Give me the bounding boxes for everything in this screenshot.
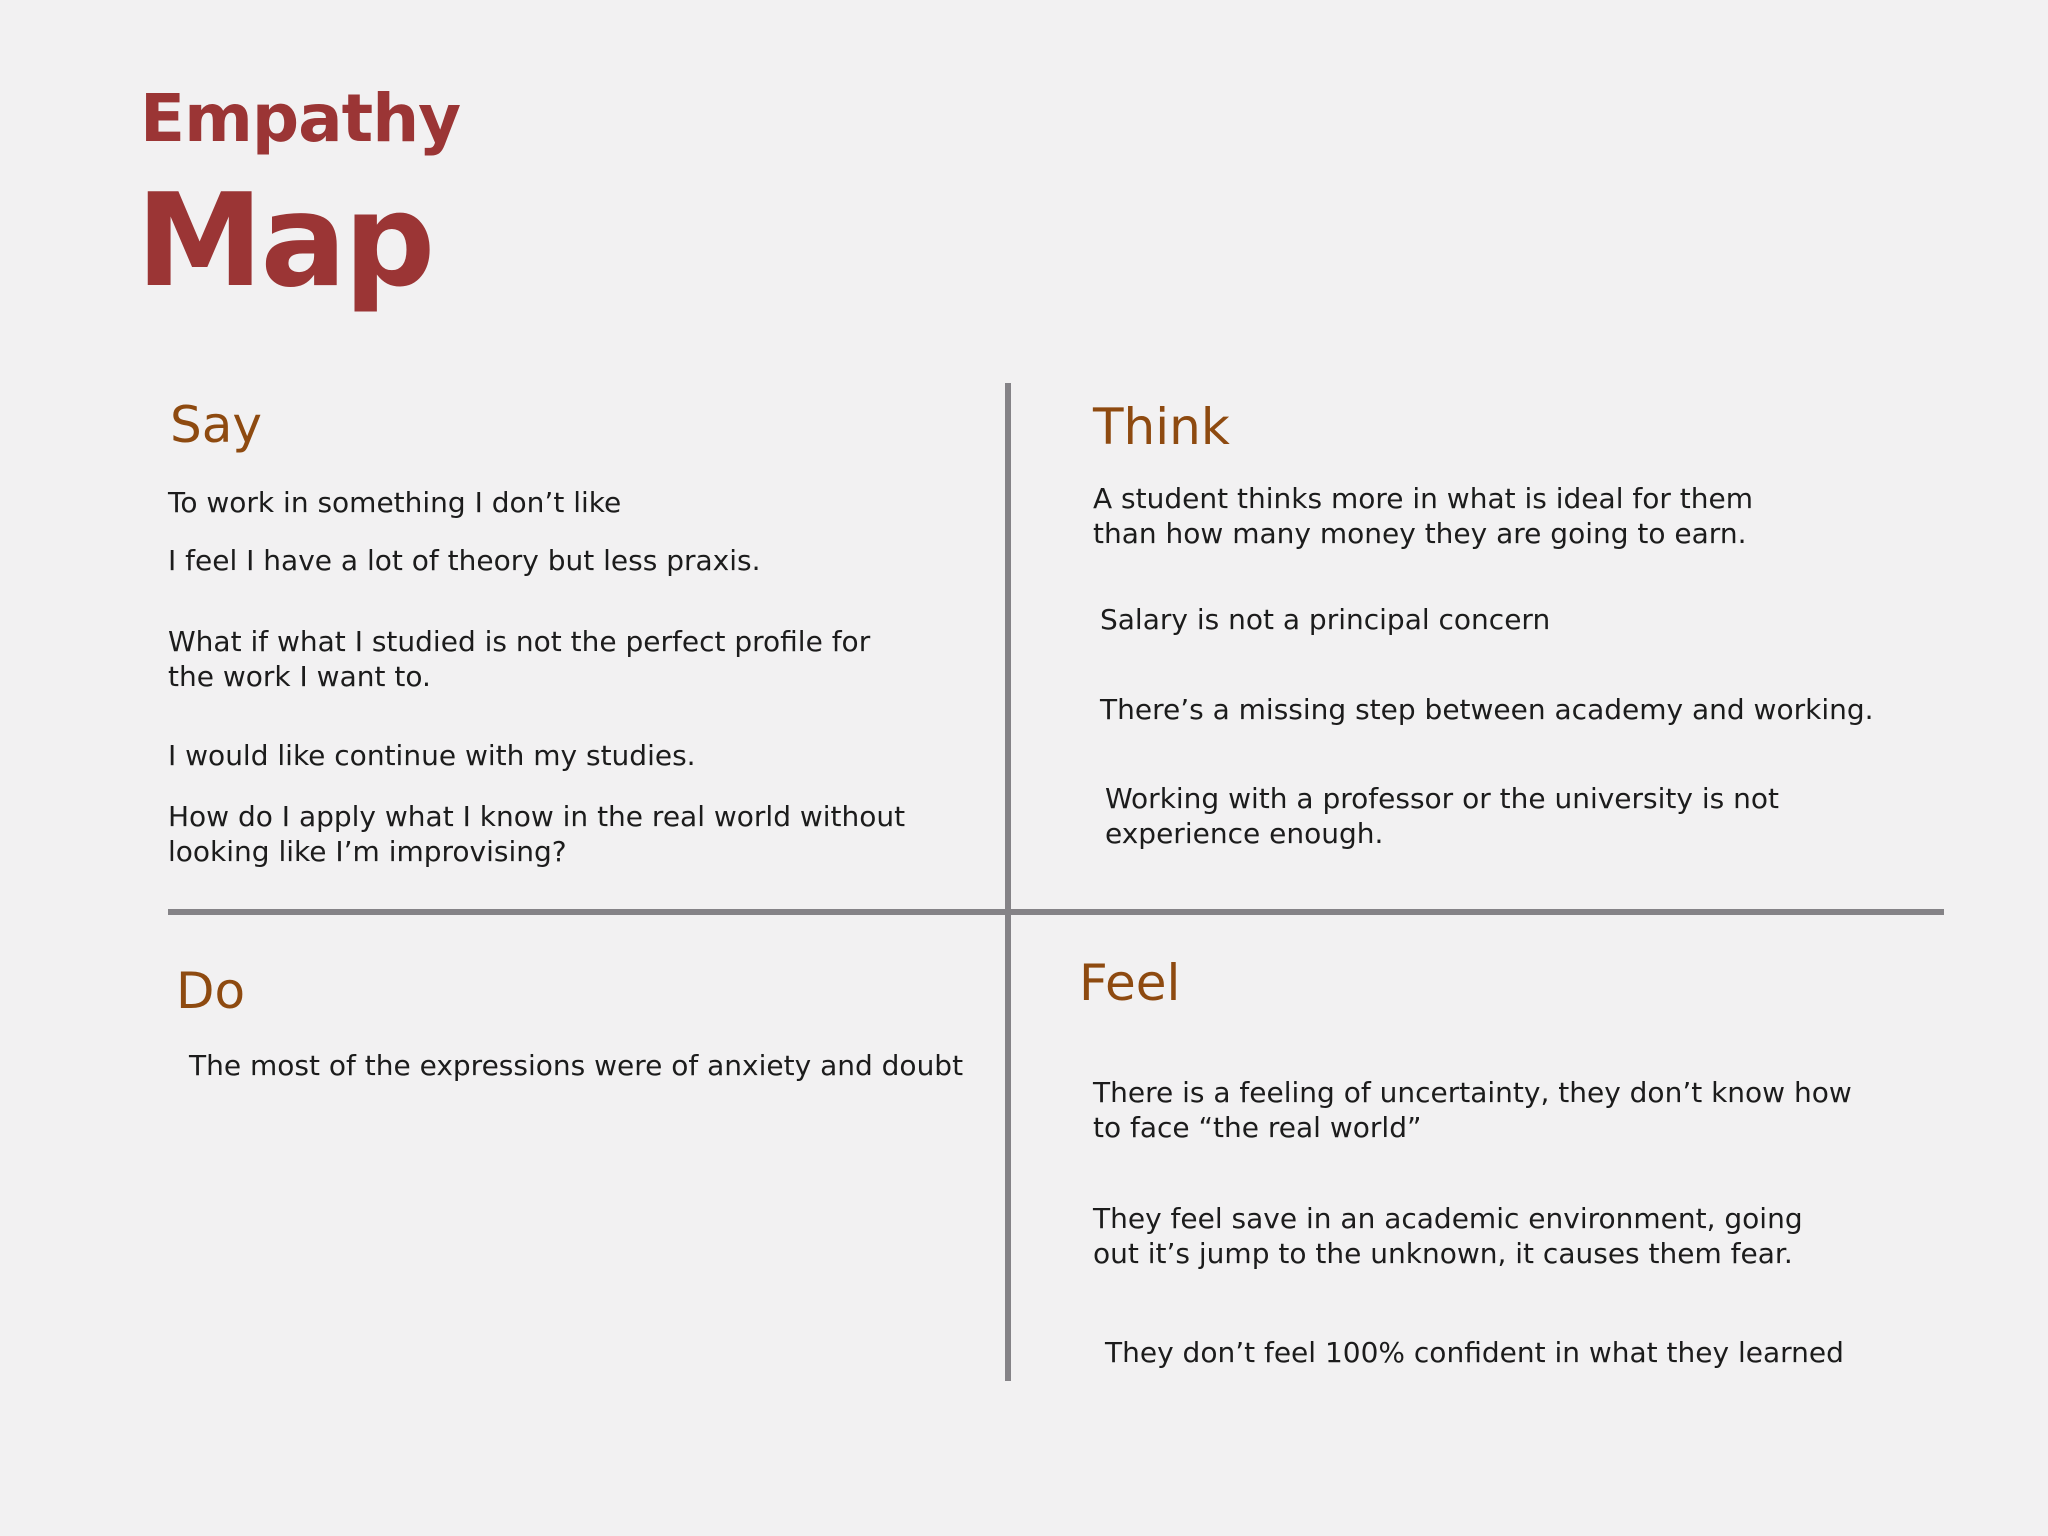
horizontal-divider xyxy=(168,909,1944,915)
say-note-5: How do I apply what I know in the real world without looking like I’m improvising? xyxy=(168,800,906,868)
heading-feel: Feel xyxy=(1079,954,1181,1012)
vertical-divider xyxy=(1005,383,1011,1381)
title-empathy: Empathy xyxy=(140,80,461,157)
heading-do: Do xyxy=(176,962,246,1020)
feel-note-2: They feel save in an academic environment, going out it’s jump to the unknown, it causes them fear. xyxy=(1093,1202,1803,1270)
heading-say: Say xyxy=(170,396,262,454)
title-map: Map xyxy=(136,167,433,316)
think-note-2: Salary is not a principal concern xyxy=(1100,603,1551,636)
feel-note-3: They don’t feel 100% confident in what they learned xyxy=(1105,1336,1844,1369)
heading-think: Think xyxy=(1093,398,1230,456)
say-note-1: To work in something I don’t like xyxy=(168,486,622,519)
do-note-1: The most of the expressions were of anxiety and doubt xyxy=(189,1049,964,1082)
say-note-3: What if what I studied is not the perfect profile for the work I want to. xyxy=(168,625,871,693)
think-note-3: There’s a missing step between academy and working. xyxy=(1100,693,1874,726)
think-note-1: A student thinks more in what is ideal for them than how many money they are going to earn. xyxy=(1093,482,1753,550)
say-note-4: I would like continue with my studies. xyxy=(168,739,696,772)
feel-note-1: There is a feeling of uncertainty, they don’t know how to face “the real world” xyxy=(1093,1076,1852,1144)
think-note-4: Working with a professor or the university is not experience enough. xyxy=(1105,782,1779,850)
say-note-2: I feel I have a lot of theory but less praxis. xyxy=(168,544,761,577)
